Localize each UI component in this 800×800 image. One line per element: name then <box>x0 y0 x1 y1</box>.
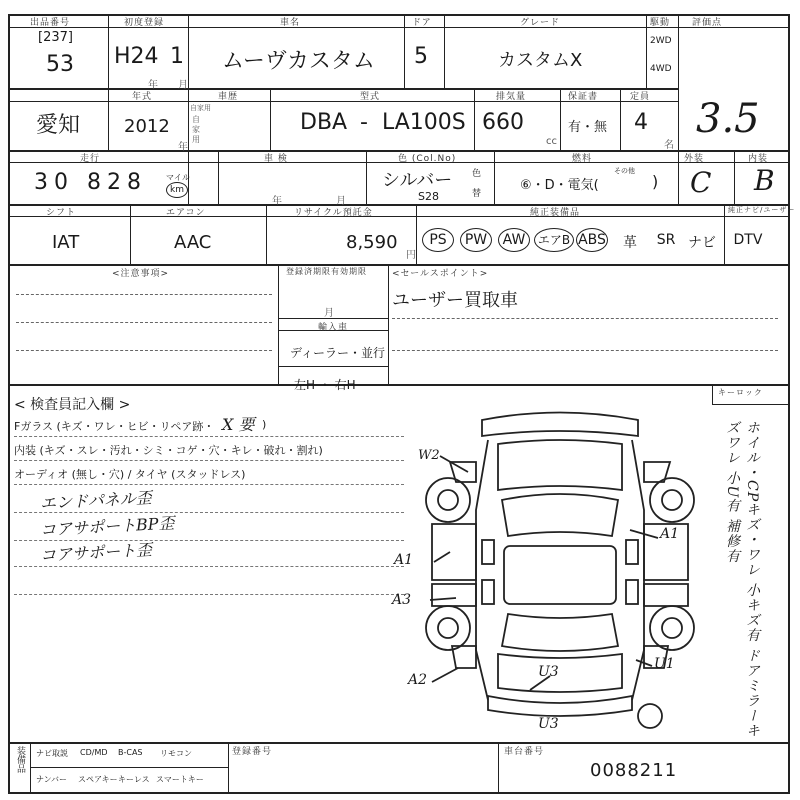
side-note-vertical: ホイル・CPキズ・ワレ 小キズ有 ドアミラーキズワレ 小U有 補修有 <box>724 420 760 739</box>
insp-line-2 <box>14 460 404 461</box>
color-sub-1: 色 <box>472 169 482 179</box>
hdr-expiry: 登録済期限有効期限 <box>286 267 367 276</box>
v-16 <box>130 204 131 264</box>
v-2 <box>188 14 189 150</box>
diagram-mark-a1-right: A1 <box>660 526 680 542</box>
hdr-fuel: 燃料 <box>572 154 593 164</box>
hdr-warranty: 保証書 <box>568 92 599 102</box>
wheel-rr <box>650 606 694 650</box>
v-15 <box>734 150 735 204</box>
hdr-drive: 駆動 <box>650 18 671 28</box>
spare-wheel <box>638 704 662 728</box>
exterior-grade: C <box>690 166 712 199</box>
inspector-glass-close: ) <box>262 418 267 431</box>
hdr-inspection: 車 検 <box>264 154 288 164</box>
unit-yen: 円 <box>406 250 416 261</box>
hdr-car-name: 車名 <box>280 18 301 28</box>
window-right <box>626 580 638 604</box>
hdr-mileage: 走行 <box>80 154 101 164</box>
h-key <box>712 404 790 405</box>
diagram-mark-a3: A3 <box>392 592 412 608</box>
doors: 5 <box>414 44 428 69</box>
wheel-fr <box>650 478 694 522</box>
inspector-audio: オーディオ (無し・穴) / タイヤ (スタッドレス) <box>14 468 246 481</box>
door-fl <box>432 524 476 580</box>
v-1 <box>108 14 109 150</box>
equipment-ps: PS <box>422 228 454 252</box>
color: シルバー <box>382 170 453 191</box>
hdr-year-type: 年式 <box>132 92 153 102</box>
color-code: S28 <box>418 190 439 203</box>
sales-point: ユーザー買取車 <box>392 290 518 311</box>
note-line-2 <box>16 322 272 323</box>
hdr-equipment: 純正装備品 <box>530 208 581 218</box>
model-code: LA100S <box>382 110 466 135</box>
first-reg-month: 1 <box>170 44 184 69</box>
window-left <box>482 580 494 604</box>
score: 3.5 <box>696 96 760 142</box>
inspector-glass: Fガラス (キズ・ワレ・ヒビ・リペア跡・ <box>14 420 215 433</box>
v-7 <box>270 88 271 150</box>
mirror-left <box>482 540 494 564</box>
hdr-aircon: エアコン <box>166 208 206 218</box>
equipment-aw: AW <box>498 228 530 252</box>
bottom-label-cdmd: CD/MD <box>80 748 108 757</box>
hdr-notes: <注意事項> <box>112 269 170 279</box>
inspector-interior: 内装 (キズ・スレ・汚れ・シミ・コゲ・穴・キレ・破れ・割れ) <box>14 444 323 457</box>
hdr-interior: 内装 <box>748 154 769 164</box>
model-dash: - <box>360 110 368 135</box>
mileage-unit-mile: マイル <box>166 173 190 182</box>
note-line-3 <box>16 350 272 351</box>
hdr-reg-no: 登録番号 <box>232 747 273 757</box>
equipment-leather: 革 <box>623 235 637 251</box>
note-line-5 <box>392 350 778 351</box>
bottom-label-spare-key: スペアキー <box>78 775 118 784</box>
hdr-doors: ドア <box>412 18 432 28</box>
unit-year-3: 年 <box>272 196 282 207</box>
unit-month-2: 月 <box>336 196 346 207</box>
box-ji: 自 <box>192 115 200 124</box>
hdr-exterior: 外装 <box>684 154 705 164</box>
v-21 <box>388 264 389 384</box>
v-19 <box>724 204 725 264</box>
grade: カスタムX <box>498 50 583 71</box>
wheel-fl <box>426 478 470 522</box>
hdr-car-nav: 純正ナビ/ユーザー <box>728 206 796 214</box>
v-18 <box>416 204 417 264</box>
lot-number: 53 <box>46 52 74 77</box>
h-sub-3 <box>278 366 388 367</box>
equipment-airbag: エアB <box>534 228 574 252</box>
handle-side: 左H ・ 右H <box>294 378 356 392</box>
diagram-mark-u3-b: U3 <box>538 716 559 732</box>
rear-glass <box>502 614 618 651</box>
mirror-right <box>626 540 638 564</box>
fuel-close: ) <box>652 172 659 191</box>
handwritten-note-3: コアサポート歪 <box>39 540 153 565</box>
frame-bottom <box>8 792 790 794</box>
region: 愛知 <box>36 113 81 138</box>
front-bumper <box>482 413 638 437</box>
shift: IAT <box>52 232 80 253</box>
v-17 <box>266 204 267 264</box>
mileage: 30 828 <box>34 170 147 195</box>
drive-2wd: 2WD <box>650 36 672 46</box>
displacement: 660 <box>482 110 524 135</box>
recycle-fee: 8,590 <box>346 232 398 253</box>
hdr-sales-point: <セールスポイント> <box>392 269 489 279</box>
hdr-color: 色 (Col.No) <box>398 154 457 164</box>
diagram-mark-a2: A2 <box>408 672 428 688</box>
hdr-first-reg: 初度登録 <box>124 18 165 28</box>
wheel-rl <box>426 606 470 650</box>
first-reg-era: H24 <box>114 44 159 69</box>
insp-line-7 <box>14 594 404 595</box>
fuel: ⑥・D・電気( <box>520 178 599 193</box>
v-9 <box>560 88 561 150</box>
row-sep-5 <box>8 384 790 386</box>
inspector-glass-mark: X 要 <box>222 415 255 434</box>
unit-year: 年 <box>148 80 158 91</box>
aircon: AAC <box>174 232 212 253</box>
diagram-mark-w2: W2 <box>418 448 440 463</box>
v-6 <box>678 14 679 204</box>
hdr-model: 型式 <box>360 92 381 102</box>
used-label: 自家用 <box>190 104 211 112</box>
v-10 <box>620 88 621 150</box>
unit-month-3: 月 <box>324 308 334 319</box>
hdr-recycle: リサイクル預託金 <box>294 208 373 218</box>
unit-persons: 名 <box>664 140 674 151</box>
stock-number: 0088211 <box>590 760 678 781</box>
warranty: 有・無 <box>568 120 608 135</box>
equipment-sr: SR <box>656 232 676 248</box>
hdr-import: 輸入車 <box>318 323 349 333</box>
unit-cc: cc <box>546 136 557 147</box>
leader-w2 <box>440 456 468 472</box>
import-source: ディーラー・並行 <box>290 346 386 360</box>
equipment-navi: ナビ <box>688 235 716 251</box>
mileage-unit-km: km <box>166 182 188 198</box>
hdr-shift: シフト <box>46 208 77 218</box>
hdr-venue-no: 出品番号 <box>30 18 71 28</box>
door-rr <box>644 584 688 606</box>
windshield <box>502 494 618 536</box>
fuel-other: その他 <box>614 167 635 175</box>
v-4 <box>444 14 445 90</box>
bottom-label-smart-key: スマートキー <box>156 775 204 784</box>
v-13 <box>366 150 367 204</box>
box-yo: 用 <box>192 135 200 144</box>
inspector-title: < 検査員記入欄 > <box>14 397 131 413</box>
hood <box>498 440 622 490</box>
hdr-stock: 車台番号 <box>504 747 545 757</box>
insp-line-3 <box>14 484 404 485</box>
insp-line-1 <box>14 436 404 437</box>
body-left <box>476 440 488 700</box>
rear-bumper <box>488 696 632 716</box>
v-b3 <box>498 742 499 792</box>
bottom-label-navi-manual: ナビ取説 <box>36 749 68 758</box>
equipment-dtv: DTV <box>733 232 763 248</box>
hdr-key: キーロック <box>718 388 763 397</box>
frame-left <box>8 14 10 794</box>
hub-fl <box>438 490 458 510</box>
note-line-4 <box>392 318 778 319</box>
row-sep-3 <box>8 204 790 206</box>
hdr-score: 評価点 <box>692 18 723 28</box>
handwritten-note-2: コアサポートBP歪 <box>39 513 175 540</box>
handwritten-note-1: エンドパネル歪 <box>39 488 153 513</box>
leader-a3 <box>430 598 456 600</box>
diagram-mark-u1: U1 <box>654 656 675 672</box>
leader-a2 <box>432 668 458 682</box>
hub-rl <box>438 618 458 638</box>
car-name: ムーヴカスタム <box>222 49 375 74</box>
row-sep-6 <box>8 742 790 744</box>
note-line-1 <box>16 294 272 295</box>
leader-a1-left <box>434 552 450 562</box>
hdr-grade: グレード <box>520 18 561 28</box>
equipment-pw: PW <box>460 228 492 252</box>
bottom-label-number: ナンバー <box>36 775 68 784</box>
diagram-mark-u3-a: U3 <box>538 664 559 680</box>
bottom-label-bcas: B-CAS <box>118 748 143 757</box>
hdr-displacement: 排気量 <box>496 92 527 102</box>
door-rl <box>432 584 476 606</box>
bottom-label-remote: リモコン <box>160 749 192 758</box>
box-ka: 家 <box>192 125 200 134</box>
year: 2012 <box>124 116 170 137</box>
drive-4wd: 4WD <box>650 64 672 74</box>
bottom-label-equipment: 装備品 <box>15 746 25 773</box>
interior-grade: B <box>754 164 775 197</box>
venue-no: [237] <box>38 30 73 45</box>
roof <box>504 546 616 604</box>
v-14 <box>494 150 495 204</box>
capacity: 4 <box>634 110 648 135</box>
hub-rr <box>662 618 682 638</box>
v-5 <box>646 14 647 90</box>
model-prefix: DBA <box>300 110 348 135</box>
trunk <box>498 654 622 692</box>
insp-line-6 <box>14 566 404 567</box>
equipment-abs: ABS <box>576 228 608 252</box>
diagram-mark-a1-left: A1 <box>394 552 414 568</box>
v-3 <box>404 14 405 90</box>
hub-fr <box>662 490 682 510</box>
v-8 <box>474 88 475 150</box>
hdr-line-4 <box>8 216 790 217</box>
car-damage-diagram <box>400 400 720 740</box>
v-12 <box>218 150 219 204</box>
unit-year-2: 年 <box>178 142 188 153</box>
hdr-history: 車歴 <box>218 92 239 102</box>
v-b2 <box>228 742 229 792</box>
hdr-capacity: 定員 <box>630 92 651 102</box>
h-b1 <box>30 767 228 768</box>
unit-month: 月 <box>178 80 188 91</box>
color-sub-2: 替 <box>472 189 482 199</box>
bottom-label-keyless: キーレス <box>118 775 150 784</box>
